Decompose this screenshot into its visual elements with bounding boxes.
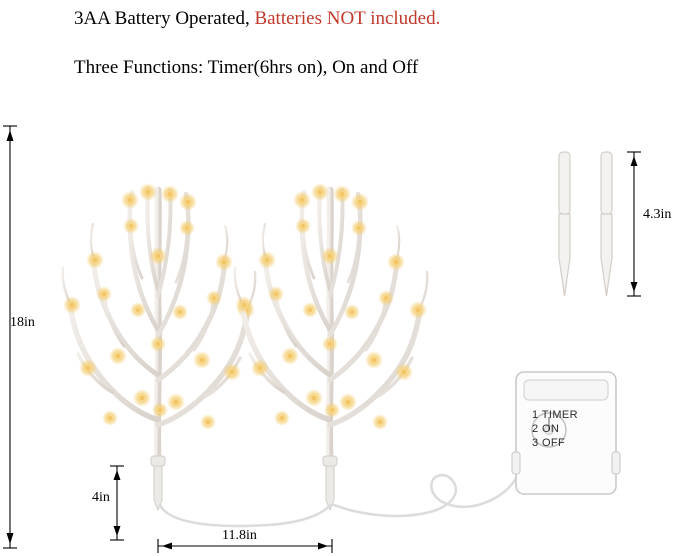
- dimension-43in: [627, 152, 641, 296]
- wire-group: [160, 470, 520, 526]
- subline: Three Functions: Timer(6hrs on), On and Off: [74, 57, 419, 78]
- branch-right: [235, 183, 427, 510]
- battery-box-option-1: 1 TIMER: [532, 409, 578, 421]
- dimension-18in: [3, 126, 17, 548]
- headline-warning: Batteries NOT included.: [254, 8, 441, 29]
- headline-part-1: 3AA Battery Operated,: [74, 8, 255, 29]
- dimension-4in: [110, 466, 124, 540]
- dimension-label-4in: 4in: [92, 490, 110, 505]
- stake-pin-left: [559, 152, 570, 296]
- battery-box-option-3: 3 OFF: [532, 437, 566, 449]
- dimension-label-43in: 4.3in: [643, 207, 672, 222]
- stake-pin-right: [601, 152, 612, 296]
- dimension-label-118in: 11.8in: [222, 528, 257, 543]
- branch-left: [63, 183, 255, 510]
- dimension-label-18in: 18in: [10, 315, 35, 330]
- battery-box-options: [532, 408, 604, 450]
- battery-box-option-2: 2 ON: [532, 423, 560, 435]
